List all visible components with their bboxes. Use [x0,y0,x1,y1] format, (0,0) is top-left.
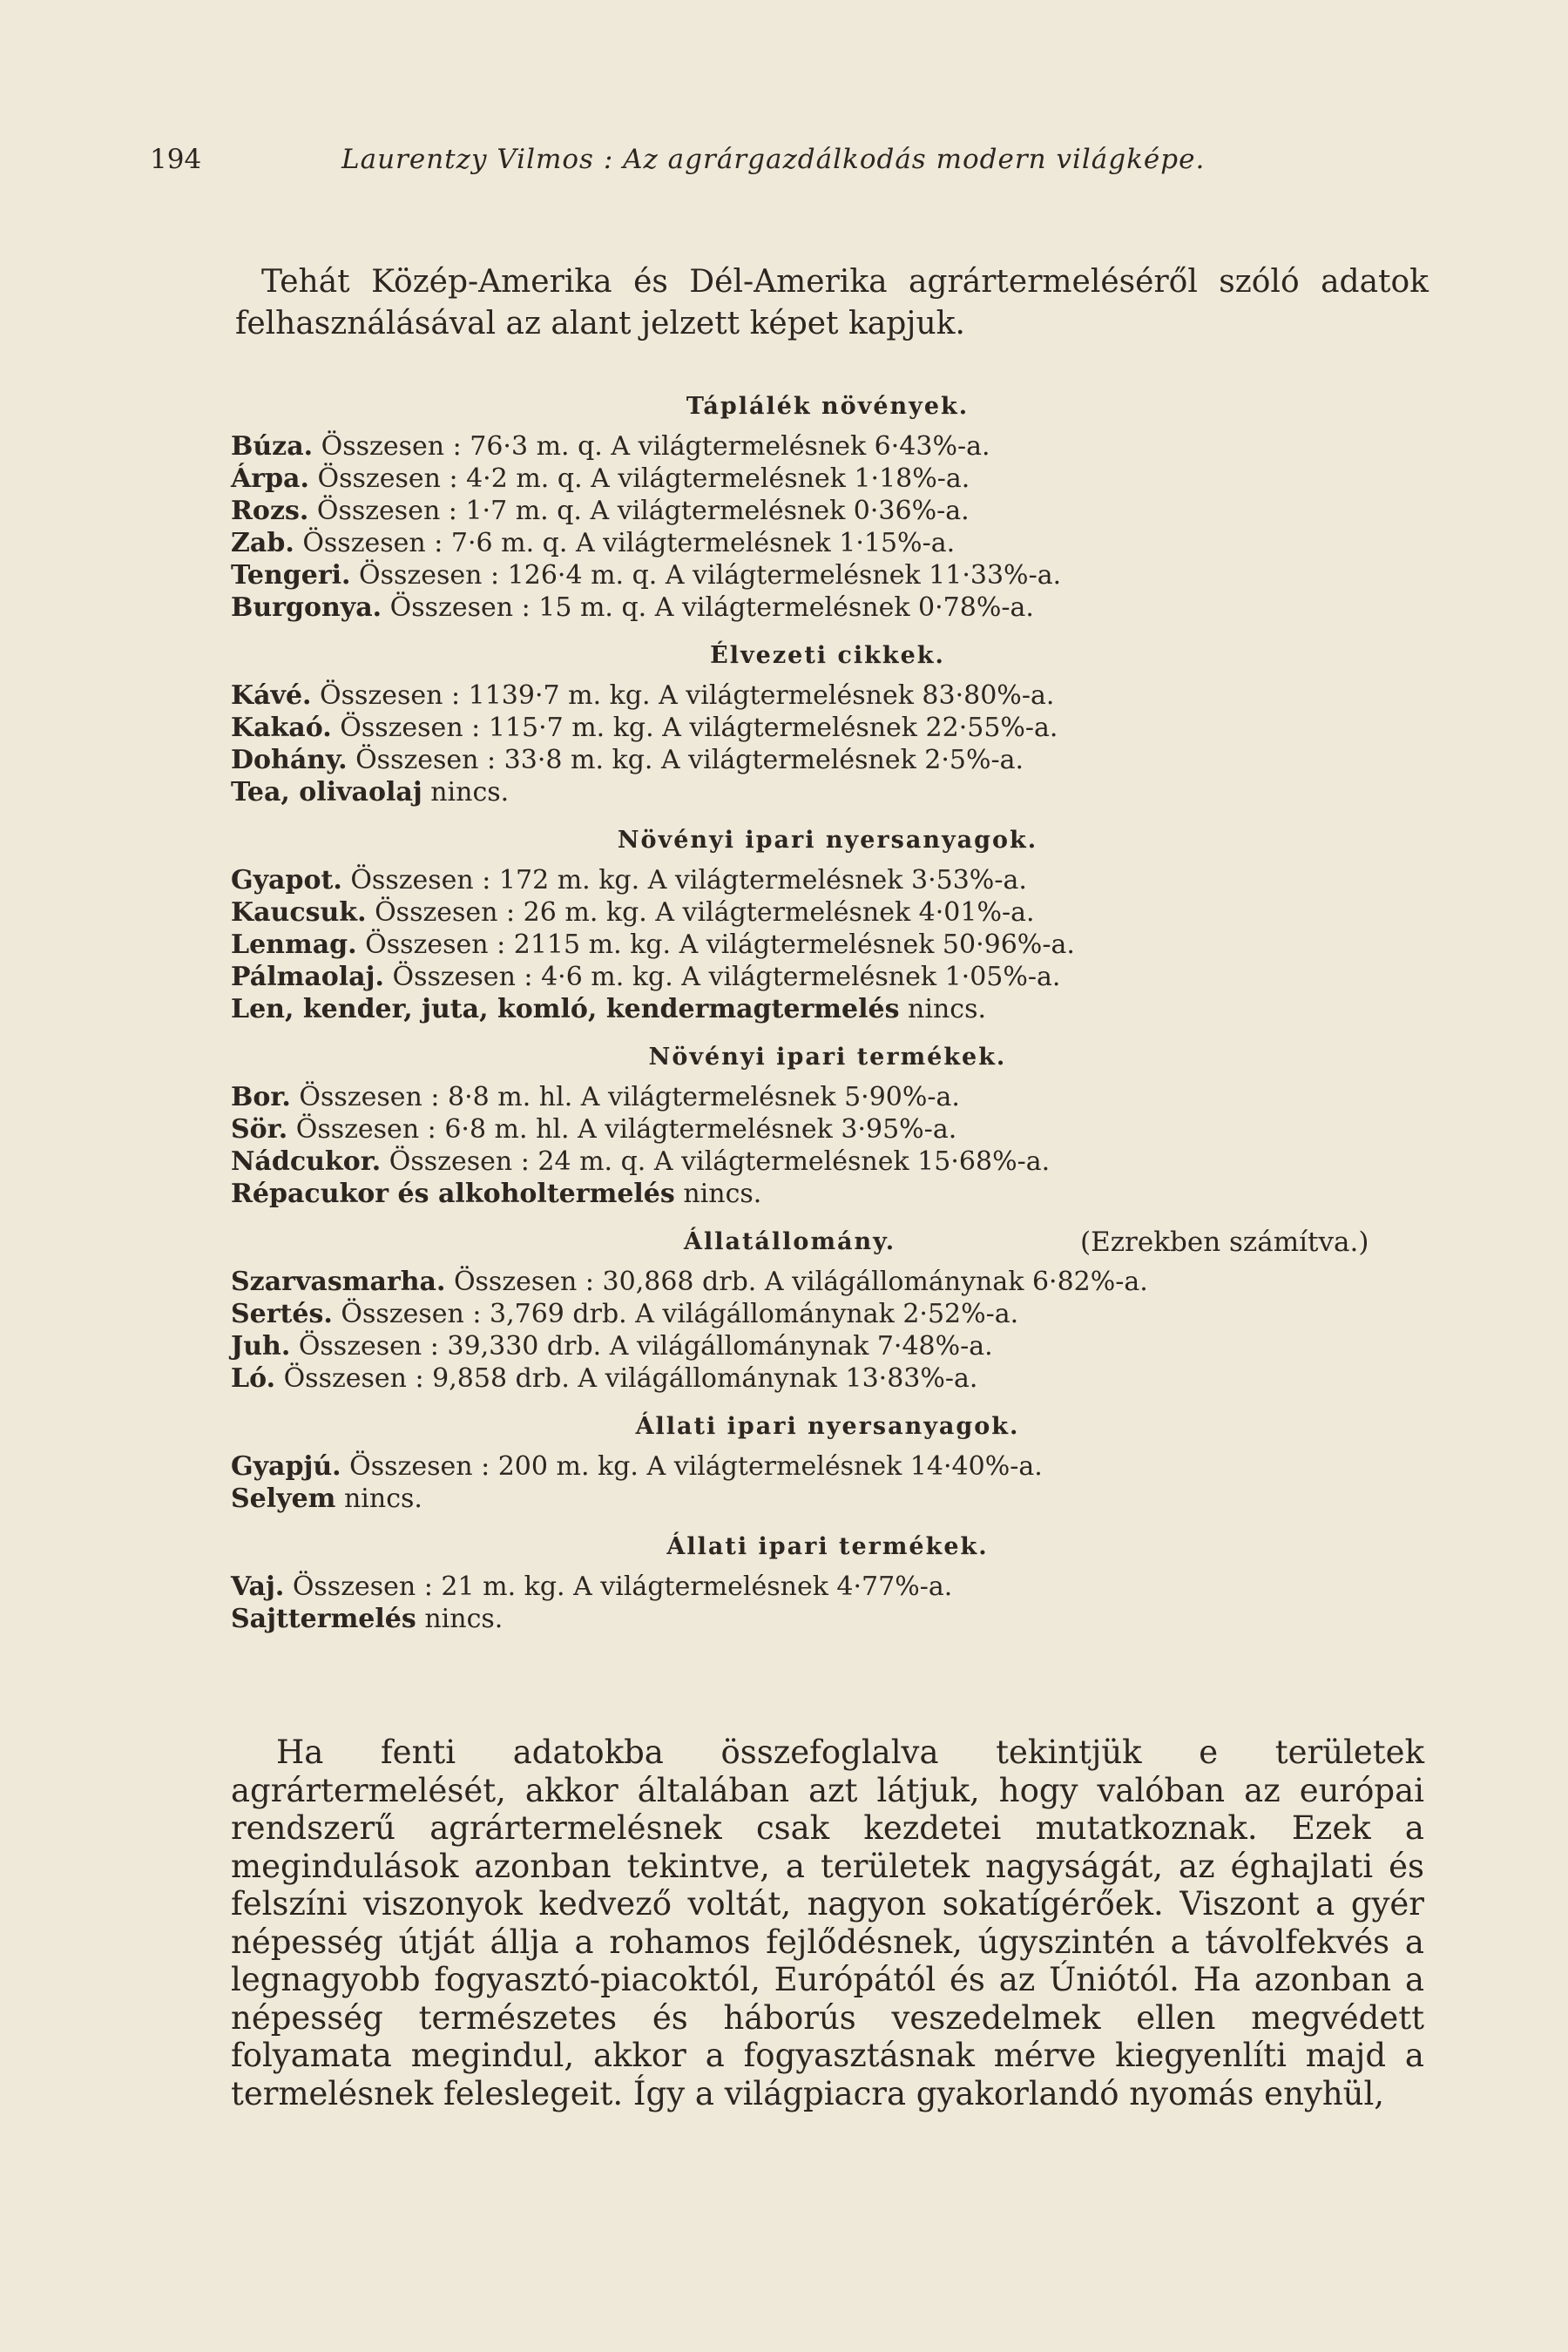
entry-name: Árpa. [231,463,309,494]
entry-row [231,430,1424,463]
entry-text: Összesen : 76·3 m. q. A világtermelésnek 6·43%-a. [321,431,990,462]
entry-name: Sör. [231,1114,288,1145]
entry-text: Összesen : 7·6 m. q. A világtermelésnek 1·15%-a. [302,528,956,558]
entry-name: Bor. [231,1082,291,1112]
entry-row [231,896,1424,929]
entry-text: nincs. [343,1484,422,1514]
entry-text: Összesen : 39,330 drb. A világállománynak 7·48%-a. [298,1331,993,1362]
entry-name: Len, kender, juta, komló, kendermagtermelés [231,994,900,1024]
entry-text: Összesen : 2115 m. kg. A világtermelésnek 50·96%-a. [365,929,1075,960]
entry-text: Összesen : 4·2 m. q. A világtermelésnek 1·18%-a. [317,463,970,494]
entry-row [231,744,1424,776]
entry-name: Nádcukor. [231,1146,382,1177]
entry-name: Pálmaolaj. [231,962,384,992]
entry-name: Vaj. [231,1571,285,1602]
entry-row [231,679,1424,712]
entry-name: Kaucsuk. [231,897,367,928]
entry-text: Összesen : 172 m. kg. A világtermelésnek 3·53%-a. [350,865,1027,896]
entry-text: Összesen : 8·8 m. hl. A világtermelésnek 5·90%-a. [299,1082,960,1112]
entry-text: Összesen : 6·8 m. hl. A világtermelésnek 3·95%-a. [295,1114,957,1145]
intro-paragraph [235,261,1429,345]
entry-row [231,1146,1424,1178]
running-head: Laurentzy Vilmos : Az agrárgazdálkodás modern világképe. [341,144,1206,175]
entry-text: Összesen : 26 m. kg. A világtermelésnek 4·01%-a. [375,897,1035,928]
entry-text: nincs. [908,994,987,1024]
intro-text: Tehát Közép-Amerika és Dél-Amerika agrártermeléséről szóló adatok felhasználásával az alant jelzett képet kapjuk. [235,264,1429,341]
entry-name: Gyapot. [231,865,342,896]
entry-row [231,864,1424,896]
entry-row [231,1081,1424,1113]
entry-text: Összesen : 115·7 m. kg. A világtermelésnek 22·55%-a. [340,713,1058,743]
entry-name: Sertés. [231,1299,333,1329]
entry-row [231,776,1424,808]
entry-row [231,495,1424,527]
section-title-row [231,1226,1424,1259]
entry-row [231,961,1424,993]
entry-row [231,1266,1424,1298]
entry-row [231,591,1424,624]
entry-row [231,993,1424,1025]
entry-text: Összesen : 126·4 m. q. A világtermelésnek 11·33%-a. [359,560,1062,591]
entry-name: Selyem [231,1484,336,1514]
entry-text: Összesen : 15 m. q. A világtermelésnek 0·78%-a. [389,592,1034,623]
entry-name: Tea, olivaolaj [231,777,422,808]
entry-row [231,1113,1424,1146]
entry-name: Zab. [231,528,294,558]
entry-row [231,712,1424,744]
entry-row [231,463,1424,495]
section-title: Táplálék növények. [686,393,970,420]
section-title: Növényi ipari termékek. [648,1044,1007,1071]
entry-text: Összesen : 21 m. kg. A világtermelésnek 4·77%-a. [292,1571,953,1602]
entry-name: Dohány. [231,745,348,775]
entry-text: Összesen : 24 m. q. A világtermelésnek 15·68%-a. [389,1146,1051,1177]
entry-text: nincs. [424,1604,504,1634]
closing-text: Ha fenti adatokba összefoglalva tekintjük e területek agrártermelését, akkor általában azt látjuk, hogy valóban az európai rendszerű agrártermelésnek csak kezdetei mutatkoznak. Ezek a megindulások azonban tekintve, a területek nagyságát, az éghajlati és felszíni viszonyok kedvező voltát, nagyon sokatígérőek. Viszont a gyér népesség útját állja a rohamos fejlődésnek, úgyszintén a távolfekvés a legnagyobb fogyasztó-piacoktól, Európától és az Úniótól. Ha azonban a népesség természetes és háborús veszedelmek ellen megvédett folyamata megindul, akkor a fogyasztásnak mérve kiegyenlíti majd a termelésnek feleslegeit. Így a világpiacra gyakorlandó nyomás enyhül, [231,1734,1424,2112]
entry-row [231,1483,1424,1515]
entry-row [231,1571,1424,1603]
entry-row [231,1362,1424,1395]
page-header [0,144,1568,187]
entry-name: Répacukor és alkoholtermelés [231,1179,675,1209]
entry-text: Összesen : 1139·7 m. kg. A világtermelésnek 83·80%-a. [320,680,1055,711]
entry-row [231,1603,1424,1635]
entry-name: Lenmag. [231,929,357,960]
entry-name: Juh. [231,1331,291,1362]
entry-name: Kakaó. [231,713,332,743]
entry-row [231,1450,1424,1483]
entry-row [231,1298,1424,1330]
entry-row [231,559,1424,591]
entry-name: Búza. [231,431,314,462]
entry-name: Sajttermelés [231,1604,416,1634]
section-title: Növényi ipari nyersanyagok. [617,827,1038,854]
entry-name: Szarvasmarha. [231,1267,446,1297]
section-title: Állatállomány. [684,1228,896,1255]
section-title: Élvezeti cikkek. [710,642,945,669]
entry-text: Összesen : 9,858 drb. A világállománynak 13·83%-a. [283,1363,978,1394]
entry-name: Ló. [231,1363,276,1394]
entry-row [231,929,1424,961]
entry-row [231,1330,1424,1362]
entry-text: Összesen : 33·8 m. kg. A világtermelésnek 2·5%-a. [355,745,1024,775]
page-number: 194 [150,144,202,175]
closing-paragraph [231,1734,1424,2112]
entry-text: Összesen : 200 m. kg. A világtermelésnek 14·40%-a. [349,1451,1043,1482]
entry-name: Kávé. [231,680,312,711]
entry-name: Tengeri. [231,560,351,591]
entry-name: Burgonya. [231,592,382,623]
entry-text: Összesen : 1·7 m. q. A világtermelésnek 0·36%-a. [316,496,970,526]
entry-name: Rozs. [231,496,309,526]
entry-text: Összesen : 4·6 m. kg. A világtermelésnek 1·05%-a. [392,962,1061,992]
statistics-body [231,390,1424,1635]
section-title: Állati ipari termékek. [666,1533,989,1560]
entry-text: Összesen : 3,769 drb. A világállománynak 2·52%-a. [341,1299,1019,1329]
entry-text: nincs. [683,1179,762,1209]
section-title: Állati ipari nyersanyagok. [635,1413,1020,1440]
entry-text: nincs. [430,777,510,808]
section-note: (Ezrekben számítva.) [1080,1227,1369,1258]
entry-row [231,1178,1424,1210]
entry-name: Gyapjú. [231,1451,341,1482]
entry-row [231,527,1424,559]
entry-text: Összesen : 30,868 drb. A világállománynak 6·82%-a. [453,1267,1148,1297]
